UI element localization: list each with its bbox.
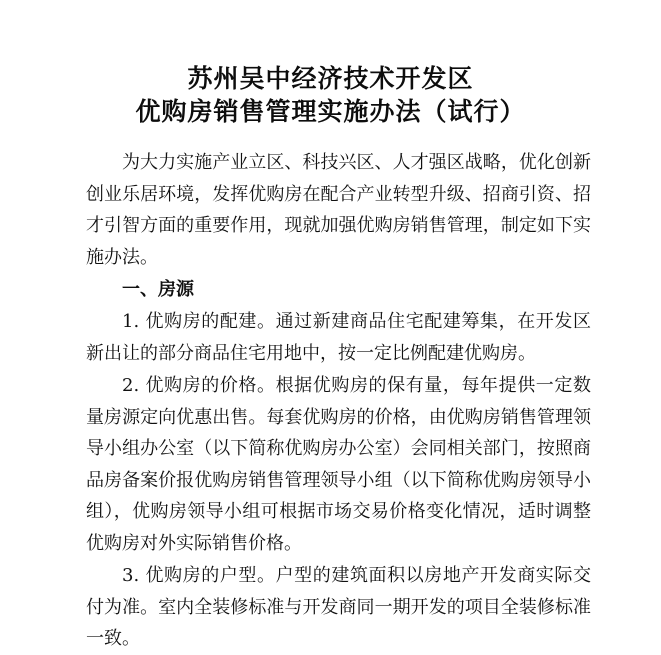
item-3-paragraph: 3. 优购房的户型。户型的建筑面积以房地产开发商实际交付为准。室内全装修标准与开发商同一期开发的项目全装修标准一致。	[86, 565, 591, 649]
intro-paragraph: 为大力实施产业立区、科技兴区、人才强区战略，优化创新创业乐居环境，发挥优购房在配合产业转型升级、招商引资、招才引智方面的重要作用，现就加强优购房销售管理，制定如下实施办法。	[86, 152, 591, 268]
section-heading-housing-source: 一、房源	[122, 279, 194, 300]
document-title-line1: 苏州吴中经济技术开发区	[187, 64, 474, 93]
item-2-paragraph: 2. 优购房的价格。根据优购房的保有量，每年提供一定数量房源定向优惠出售。每套优购房的价格，由优购房销售管理领导小组办公室（以下简称优购房办公室）会同相关部门，按照商品房备案价报优购房销售管理领导小组（以下简称优购房领导小组），优购房领导小组可根据市场交易价格变化情况，适时调整优购房对外实际销售价格。	[86, 375, 591, 554]
document-title-line2: 优购房销售管理实施办法（试行）	[135, 97, 526, 126]
item-1-paragraph: 1. 优购房的配建。通过新建商品住宅配建筹集，在开发区新出让的部分商品住宅用地中，按一定比例配建优购房。	[86, 311, 591, 364]
